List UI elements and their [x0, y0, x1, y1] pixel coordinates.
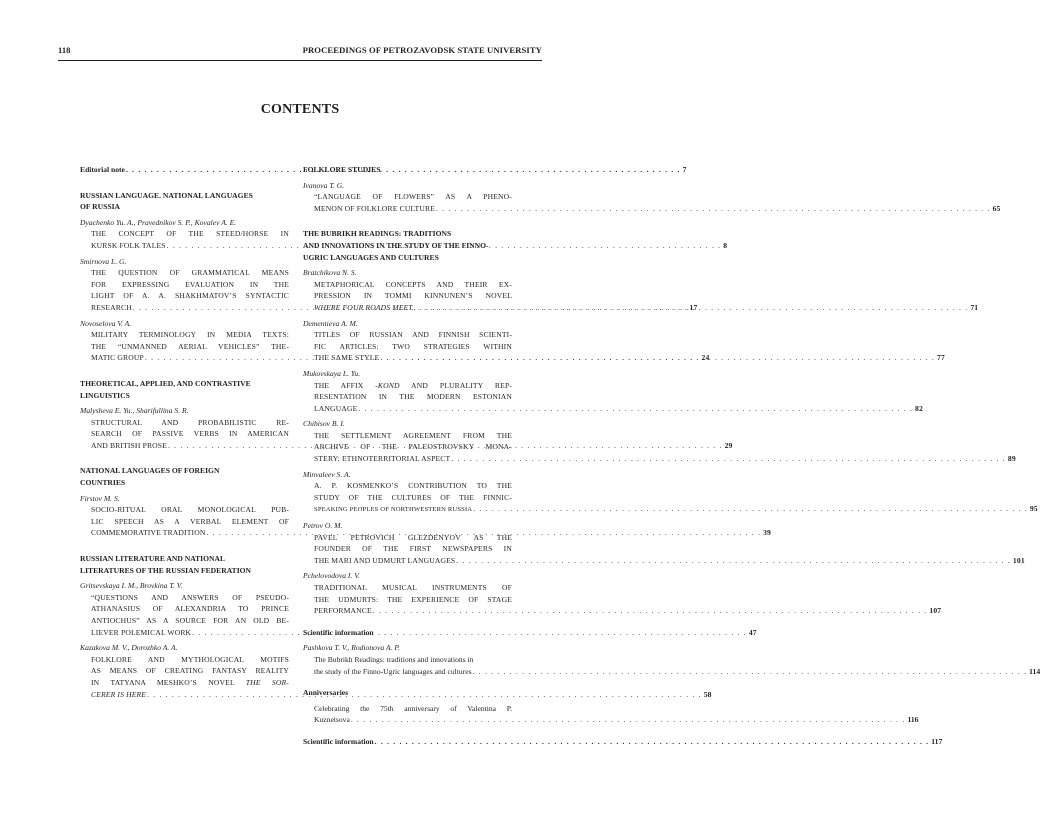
entry-title: TITLES OF RUSSIAN AND FINNISH SCIENTI- FIC ARTICLES: TWO STRATEGIES WITHIN THE SAME STYLE . . . 77: [303, 329, 512, 364]
entry-title: THE AFFIX -KOND AND PLURALITY REP- RESENTATION IN THE MODERN ESTONIAN LANGUAGE . . . 82: [303, 380, 512, 415]
entry-title: SOCIO-RITUAL ORAL MONOLOGICAL PUB- LIC SPEECH AS A VERBAL ELEMENT OF COMMEMORATIVE TRADITION . . . 39: [80, 504, 289, 539]
page-ref: 114: [1029, 666, 1040, 676]
entry-title: STRUCTURAL AND PROBABILISTIC RE- SEARCH OF PASSIVE VERBS IN AMERICAN AND BRITISH PROSE . . . 29: [80, 417, 289, 452]
entry-title: The Bubrikh Readings: traditions and innovations in the study of the Finno-Ugric languages and cultures . . . 114: [303, 654, 512, 677]
section-heading: RUSSIAN LITERATURE AND NATIONAL LITERATURES OF THE RUSSIAN FEDERATION: [80, 554, 252, 575]
entry-title: FOLKLORE AND MYTHOLOGICAL MOTIFS AS MEANS OF CREATING FANTASY REALITY IN TATYANA MESHKO’S NOVEL THE SOR- CERER IS HERE . . . 58: [80, 654, 289, 700]
entry-authors: Pchelovodova I. V.: [303, 571, 360, 581]
journal-title: PROCEEDINGS OF PETROZAVODSK STATE UNIVERSITY: [302, 45, 542, 55]
toc-entry[interactable]: [303, 642, 1040, 677]
toc-entry[interactable]: [303, 703, 919, 726]
page-ref: 47: [748, 627, 757, 637]
entry-authors: Petrov O. M.: [303, 521, 343, 531]
entry-title: PAVEL PETROVICH GLEZDENYOV AS THE FOUNDER OF THE FIRST NEWSPAPERS IN THE MARI AND UDMURT LANGUAGES . . . 101: [303, 532, 512, 567]
entry-title: THE SETTLEMENT AGREEMENT FROM THE ARCHIVE OF THE PALEOSTROVSKY MONA- STERY: ETHNOTERRITORIAL ASPECT . . . 89: [303, 430, 512, 465]
section-heading: RUSSIAN LANGUAGE. NATIONAL LANGUAGES OF RUSSIA: [80, 190, 253, 212]
running-header: [58, 45, 542, 61]
toc-entry[interactable]: [303, 368, 923, 414]
toc-entry[interactable]: [303, 469, 1038, 516]
entry-title: A. P. KOSMENKO’S CONTRIBUTION TO THE STUDY OF THE CULTURES OF THE FINNIC- SPEAKING PEOPLES OF NORTHWESTERN RUSSIA . . . 95: [303, 480, 512, 516]
page-ref: 39: [763, 528, 772, 538]
section-heading: THE BUBRIKH READINGS: TRADITIONS AND INNOVATIONS IN THE STUDY OF THE FINNO- UGRIC LANGUAGES AND CULTURES: [303, 229, 489, 262]
entry-title: THE CONCEPT OF THE STEED/HORSE IN KURSK FOLK TALES . . . 8: [80, 228, 289, 251]
section-heading: Anniversaries: [303, 688, 349, 698]
section-heading: Scientific information: [303, 627, 374, 637]
entry-authors: Smirnova L. G.: [80, 256, 127, 266]
entry-authors: Firstov M. S.: [80, 493, 120, 503]
contents-heading: CONTENTS: [260, 102, 340, 117]
entry-title: “QUESTIONS AND ANSWERS OF PSEUDO- ATHANASIUS OF ALEXANDRIA TO PRINCE ANTIOCHUS” AS A SOURCE FOR AN OLD BE- LIEVER POLEMICAL WORK . . . 47: [80, 592, 289, 638]
page-ref: 107: [929, 606, 942, 616]
entry-title: Celebrating the 75th anniversary of Valentina P. Kuznetsova . . . 116: [303, 703, 512, 726]
entry-authors: Gritsevskaya I. M., Brovkina T. V.: [80, 581, 183, 591]
entry-authors: Pashkova T. V., Rodionova A. P.: [303, 643, 400, 653]
page-ref: 101: [1012, 555, 1025, 565]
page-ref: 58: [703, 689, 712, 699]
page-ref: 117: [931, 736, 943, 746]
page-ref: 77: [937, 353, 945, 363]
entry-title: TRADITIONAL MUSICAL INSTRUMENTS OF THE UDMURTS: THE EXPERIENCE OF STAGE PERFORMANCE . . . 107: [303, 582, 512, 617]
entry-authors: Novoselova V. A.: [80, 318, 132, 328]
page-ref: 116: [907, 715, 919, 725]
entry-authors: Malysheva E. Yu., Sharifullina S. R.: [80, 406, 189, 416]
entry-authors: Dyachenko Yu. A., Pravednikov S. P., Kovalev A. E.: [80, 217, 237, 227]
page-ref: 82: [915, 403, 923, 413]
section-heading: NATIONAL LANGUAGES OF FOREIGN COUNTRIES: [80, 466, 220, 488]
entry-authors: Mukovskaya L. Yu.: [303, 368, 361, 378]
page-ref: 65: [992, 203, 1001, 213]
page-ref: 29: [724, 440, 733, 450]
page-ref: 7: [682, 165, 687, 174]
toc-entry-scientific-information[interactable]: Scientific information . . . 117: [303, 736, 512, 748]
page-ref: 8: [723, 240, 728, 250]
page-ref: 89: [1007, 454, 1016, 464]
entry-title: THE QUESTION OF GRAMMATICAL MEANS FOR EXPRESSING EVALUATION IN THE LIGHT OF A. A. SHAKHMATOV’S SYNTACTIC RESEARCH . . . 17: [80, 267, 289, 313]
header-rule: [58, 60, 542, 61]
toc-entry[interactable]: [303, 180, 1001, 215]
entry-authors: Ivanova T. G.: [303, 180, 345, 190]
toc-entry-editorial[interactable]: Editorial note . . . 7: [80, 164, 289, 176]
page-ref: 71: [970, 302, 979, 312]
entry-title: MILITARY TERMINOLOGY IN MEDIA TEXTS: THE “UNMANNED AERIAL VEHICLES” THE- MATIC GROUP . . . 24: [80, 329, 289, 364]
page-ref: 24: [701, 353, 710, 363]
entry-authors: Dementieva A. M.: [303, 318, 358, 328]
toc-entry[interactable]: [303, 570, 942, 616]
section-heading: THEORETICAL, APPLIED, AND CONTRASTIVE LINGUISTICS: [80, 378, 251, 400]
entry-authors: Bratchikova N. S.: [303, 268, 357, 278]
section-heading: FOLKLORE STUDIES: [303, 165, 381, 174]
entry-title: “LANGUAGE OF FLOWERS” AS A PHENO- MENON OF FOLKLORE CULTURE . . . 65: [303, 191, 512, 214]
page-ref: 17: [689, 302, 698, 312]
entry-authors: Minvaleev S. A.: [303, 469, 351, 479]
page-ref: 95: [1029, 504, 1038, 514]
entry-authors: Chibisov B. I.: [303, 419, 345, 429]
page-number: 118: [58, 45, 71, 55]
entry-title: METAPHORICAL CONCEPTS AND THEIR EX- PRESSION IN TOMMI KINNUNEN’S NOVEL WHERE FOUR ROADS MEET . . . 71: [303, 279, 512, 314]
entry-authors: Kazakova M. V., Dorozhko A. A.: [80, 643, 178, 653]
